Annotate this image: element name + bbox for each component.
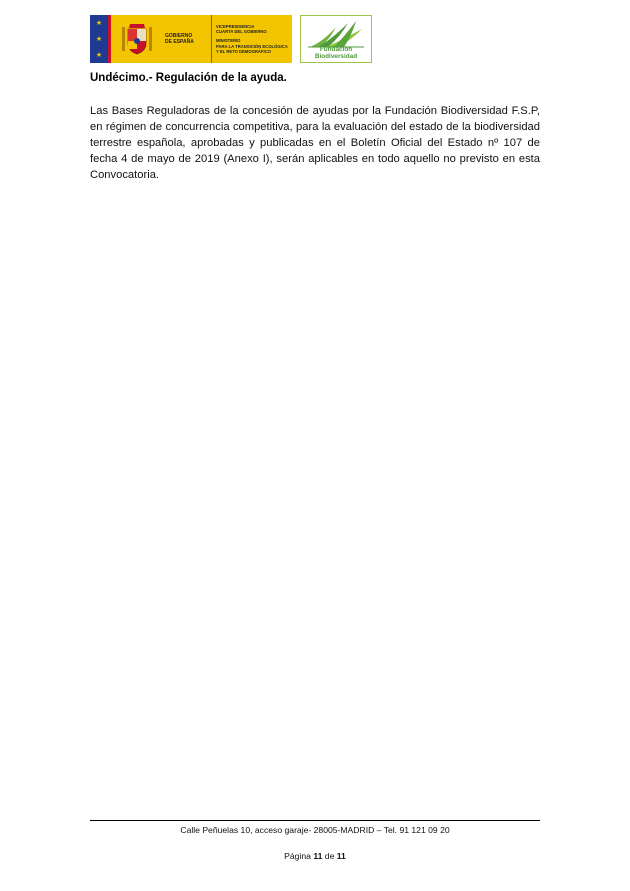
section-heading: Undécimo.- Regulación de la ayuda.	[90, 72, 287, 84]
star-icon: ★	[95, 19, 103, 27]
total-pages: 11	[336, 851, 346, 861]
star-icon: ★	[95, 35, 103, 43]
foundation-name: Fundación Biodiversidad	[314, 46, 358, 60]
gobierno-name: GOBIERNO DE ESPAÑA	[165, 33, 194, 45]
footer-address: Calle Peñuelas 10, acceso garaje- 28005-MADRID – Tel. 91 121 09 20	[180, 825, 450, 835]
fundacion-biodiversidad-logo	[300, 15, 372, 63]
gobierno-logo	[90, 15, 292, 63]
star-icon: ★	[95, 51, 103, 59]
grass-icon	[306, 19, 366, 49]
footer-divider	[90, 820, 540, 821]
gobierno-box	[111, 15, 292, 63]
current-page: 11	[313, 851, 323, 861]
eu-flag-strip	[90, 15, 108, 63]
body-paragraph: Las Bases Reguladoras de la concesión de ayudas por la Fundación Biodiversidad F.S.P, en régimen de concurrencia competitiva, para la evaluación del estado de la biodiversidad terrestre española, aprobadas y publicadas en el Boletín Oficial del Estado nº 107 de fecha 4 de mayo de 2019 (Anexo I), serán aplicables en todo aquello no previsto en esta Convocatoria.	[90, 105, 540, 182]
coat-of-arms-icon	[111, 15, 163, 63]
page-number: Página 11 de 11	[284, 851, 346, 861]
ministry-name: VICEPRESIDENCIA CUARTA DEL GOBIERNO MINISTERIO PARA LA TRANSICIÓN ECOLÓGICA Y EL RETO DEMOGRÁFICO	[211, 15, 292, 63]
